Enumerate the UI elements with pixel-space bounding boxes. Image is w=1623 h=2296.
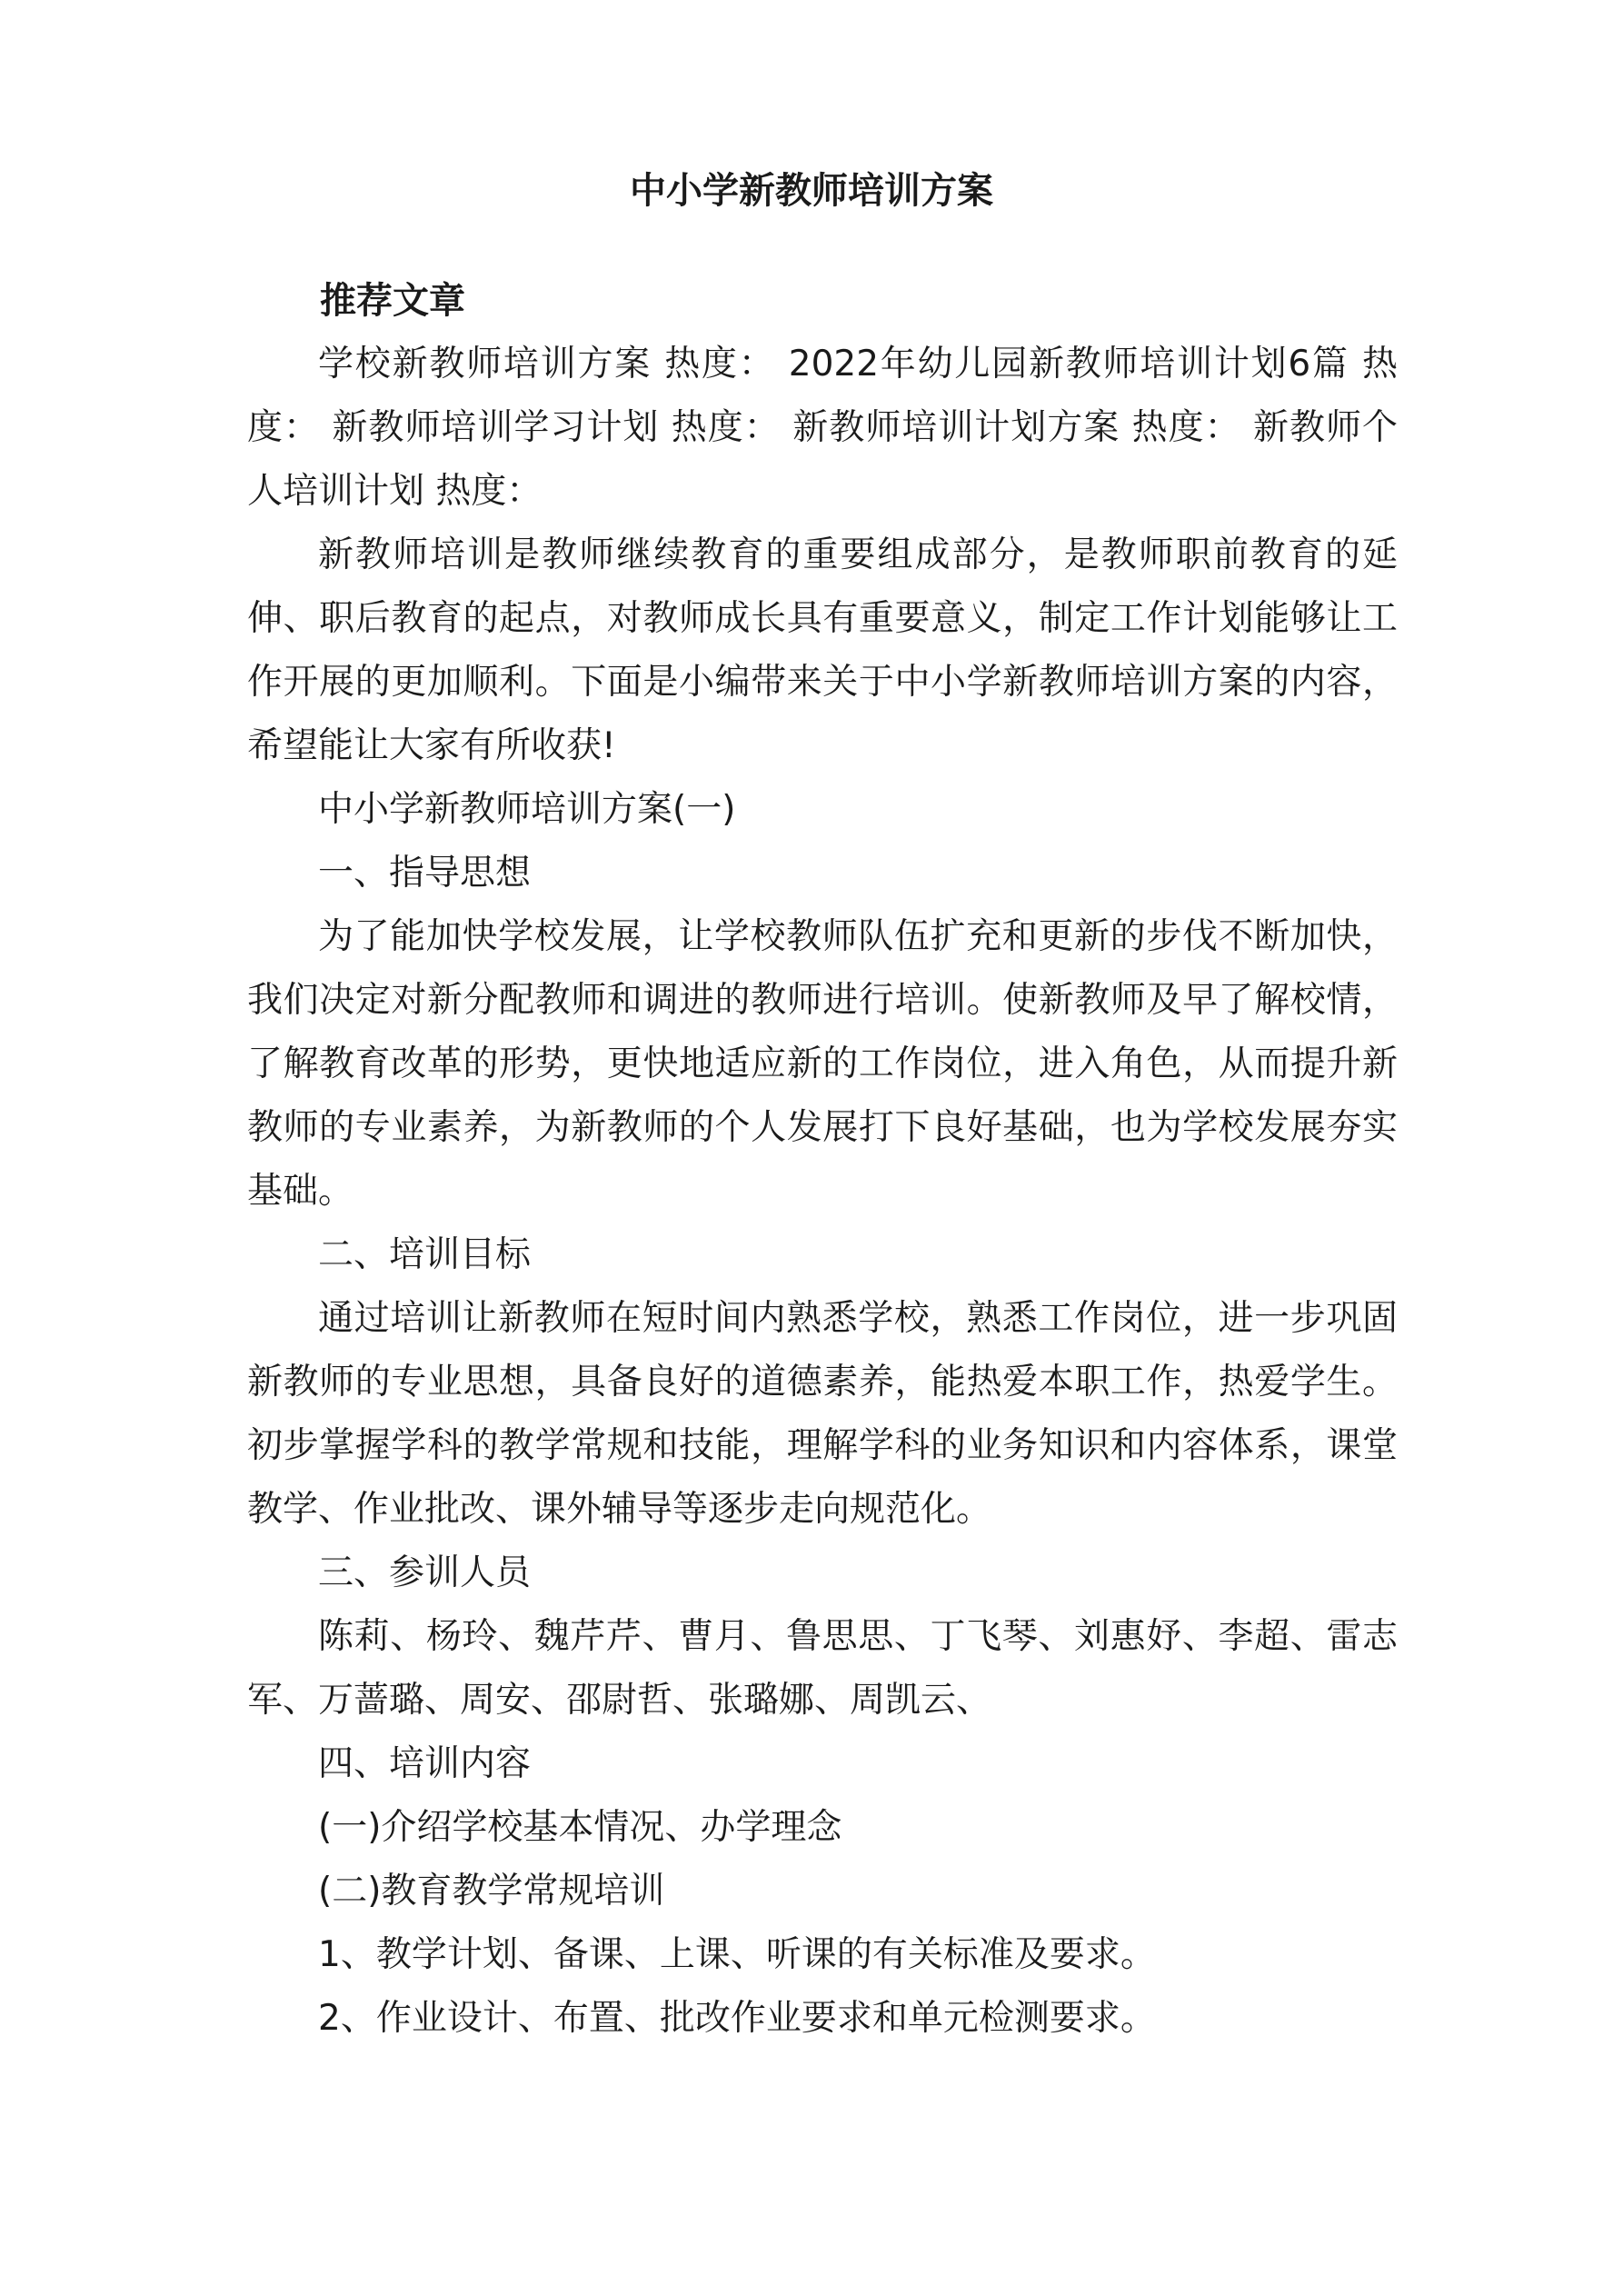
section-heading-training-goals: 二、培训目标: [318, 1234, 532, 1275]
content-item-1: 1、教学计划、备课、上课、听课的有关标准及要求。: [318, 1934, 1156, 1975]
content-item-school-intro: (一)介绍学校基本情况、办学理念: [318, 1807, 842, 1848]
section-heading-participants: 三、参训人员: [318, 1552, 532, 1593]
training-goals-paragraph: 通过培训让新教师在短时间内熟悉学校，熟悉工作岗位，进一步巩固新教师的专业思想，具备良好的道德素养，能热爱本职工作，热爱学生。初步掌握学科的教学常规和技能，理解学科的业务知识和内容体系，课堂教学、作业批改、课外辅导等逐步走向规范化。: [247, 1298, 1398, 1530]
document-title: 中小学新教师培训方案: [630, 170, 993, 212]
plan-subtitle: 中小学新教师培训方案(一): [318, 789, 736, 830]
participants-list: 陈莉、杨玲、魏芹芹、曹月、鲁思思、丁飞琴、刘惠妤、李超、雷志军、万蔷璐、周安、邵尉哲、张璐娜、周凯云、: [247, 1616, 1398, 1721]
guiding-ideology-paragraph: 为了能加快学校发展，让学校教师队伍扩充和更新的步伐不断加快，我们决定对新分配教师和调进的教师进行培训。使新教师及早了解校情，了解教育改革的形势，更快地适应新的工作岗位，进入角色，从而提升新教师的专业素养，为新教师的个人发展打下良好基础，也为学校发展夯实基础。: [247, 916, 1398, 1212]
content-item-routine-training: (二)教育教学常规培训: [318, 1871, 665, 1912]
intro-paragraph: 新教师培训是教师继续教育的重要组成部分，是教师职前教育的延伸、职后教育的起点，对教师成长具有重要意义，制定工作计划能够让工作开展的更加顺利。下面是小编带来关于中小学新教师培训方案的内容，希望能让大家有所收获!: [247, 534, 1398, 766]
section-heading-training-content: 四、培训内容: [318, 1743, 532, 1784]
section-heading-guiding-ideology: 一、指导思想: [318, 853, 532, 893]
section-heading-recommended: 推荐文章: [320, 280, 465, 322]
recommended-articles-text: 学校新教师培训方案 热度： 2022年幼儿园新教师培训计划6篇 热度： 新教师培训学习计划 热度： 新教师培训计划方案 热度： 新教师个人培训计划 热度：: [247, 344, 1398, 512]
content-item-2: 2、作业设计、布置、批改作业要求和单元检测要求。: [318, 1998, 1156, 2039]
document-body: [247, 269, 1398, 2051]
